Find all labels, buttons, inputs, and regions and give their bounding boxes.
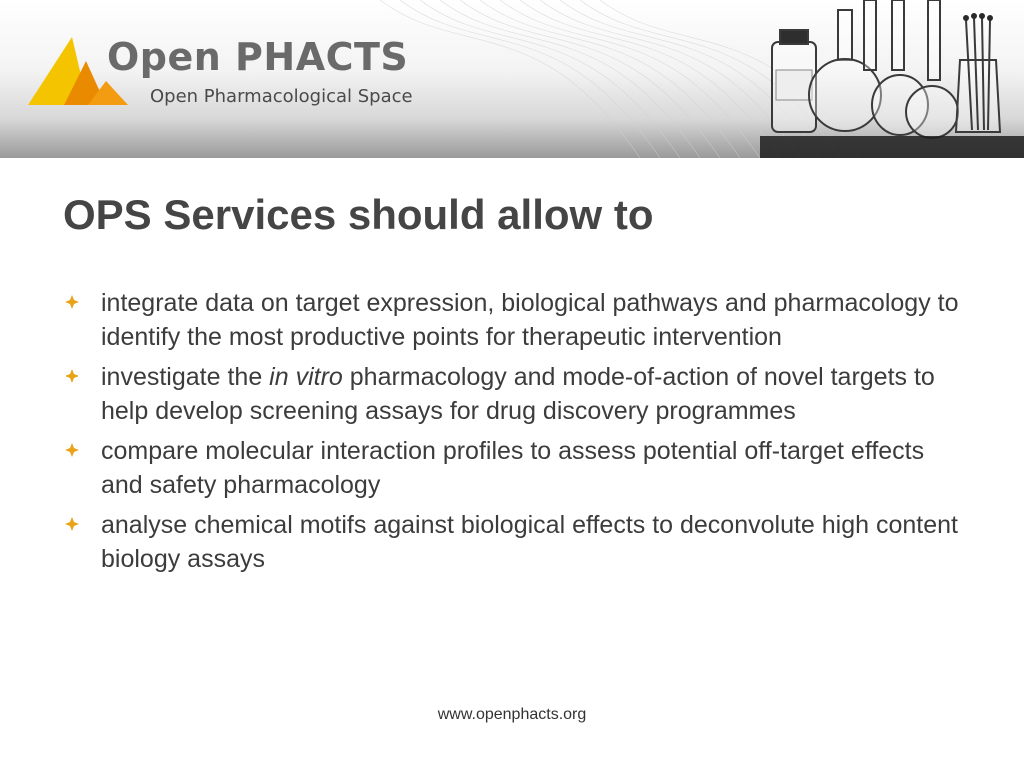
brand-tagline: Open Pharmacological Space bbox=[150, 86, 413, 107]
bullet-cross-icon bbox=[64, 368, 80, 384]
bullet-text-after: pharmacology and mode-of-action of novel targets to help develop screening assays for drug discovery programmes bbox=[101, 363, 935, 425]
slide-title: OPS Services should allow to bbox=[63, 191, 654, 238]
footer-url[interactable]: www.openphacts.org bbox=[437, 706, 587, 723]
bullet-item bbox=[64, 286, 964, 354]
bullet-cross-icon bbox=[64, 442, 80, 458]
bullet-text-before: investigate the bbox=[101, 363, 270, 391]
bullet-cross-icon bbox=[64, 516, 80, 532]
bullet-text: analyse chemical motifs against biological effects to deconvolute high content biology assays bbox=[101, 511, 958, 573]
bullet-cross-icon bbox=[64, 294, 80, 310]
bullet-item bbox=[64, 508, 964, 576]
bullet-text-emphasis: in vitro bbox=[269, 363, 343, 391]
bullet-text: compare molecular interaction profiles to assess potential off-target effects and safety pharmacology bbox=[101, 437, 925, 499]
bullet-list bbox=[64, 286, 964, 582]
bullet-item bbox=[64, 434, 964, 502]
header-banner bbox=[0, 0, 1024, 158]
brand-name: Open PHACTS bbox=[107, 35, 409, 79]
laboratory-glassware-image bbox=[760, 0, 1024, 158]
bullet-text: integrate data on target expression, biological pathways and pharmacology to identify the most productive points for therapeutic intervention bbox=[101, 289, 959, 351]
bullet-item bbox=[64, 360, 964, 428]
